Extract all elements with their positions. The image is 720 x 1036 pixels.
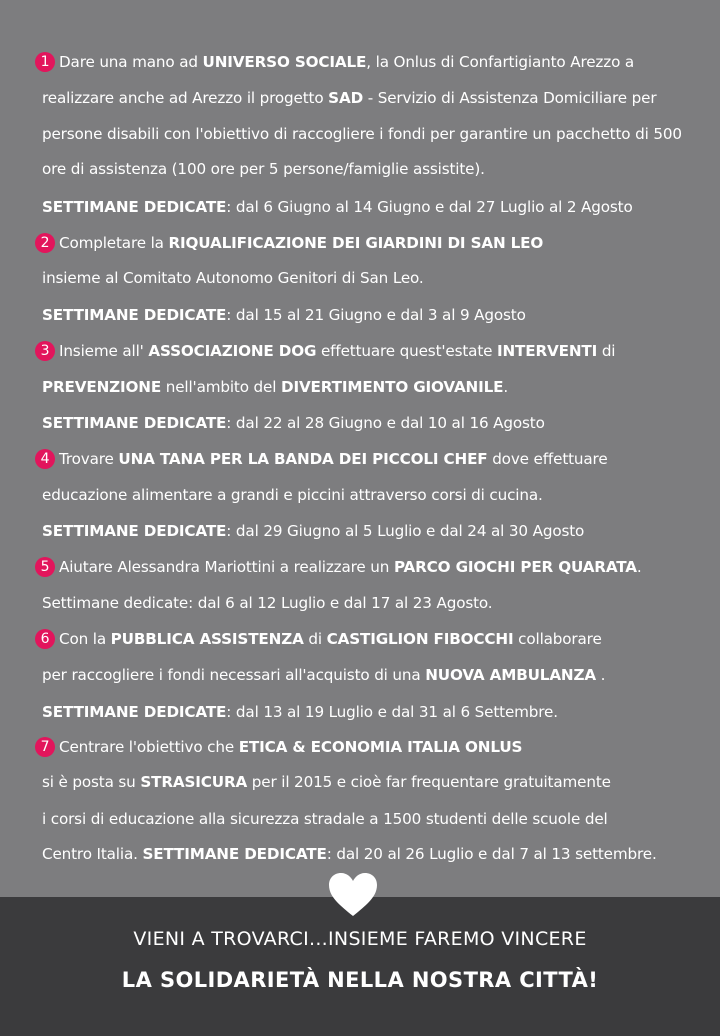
- footer-line-2: LA SOLIDARIETÀ NELLA NOSTRA CITTÀ!: [121, 968, 599, 992]
- item-text: Centrare l'obiettivo che: [59, 738, 239, 756]
- item-highlight: PREVENZIONE: [42, 378, 162, 396]
- item-text: insieme al Comitato Autonomo Genitori di San Leo.: [42, 269, 424, 287]
- item-highlight: UNA TANA PER LA BANDA DEI PICCOLI CHEF: [118, 450, 488, 468]
- item-7-line: [42, 772, 700, 792]
- item-1-line: [42, 124, 700, 144]
- item-text: ore di assistenza (100 ore per 5 persone/famiglie assistite).: [42, 160, 485, 178]
- item-number-badge: 5: [35, 557, 55, 577]
- item-6-line: [42, 629, 700, 649]
- item-text: Centro Italia.: [42, 845, 143, 863]
- item-highlight: CASTIGLION FIBOCCHI: [326, 630, 514, 648]
- item-text: i corsi di educazione alla sicurezza stradale a 1500 studenti delle scuole del: [42, 810, 608, 828]
- item-text: Con la: [59, 630, 111, 648]
- item-text: nell'ambito del: [161, 378, 281, 396]
- item-number-badge: 3: [35, 341, 55, 361]
- item-text: per il 2015 e cioè far frequentare gratuitamente: [247, 773, 611, 791]
- item-highlight: STRASICURA: [140, 773, 248, 791]
- item-text: : dal 29 Giugno al 5 Luglio e dal 24 al 30 Agosto: [226, 522, 585, 540]
- item-text: Aiutare Alessandra Mariottini a realizzare un: [59, 558, 394, 576]
- item-text: Trovare: [59, 450, 119, 468]
- item-text: effettuare quest'estate: [316, 342, 497, 360]
- item-1-line: [42, 52, 700, 72]
- item-highlight: SETTIMANE DEDICATE: [42, 306, 227, 324]
- item-1-line: [42, 159, 700, 179]
- item-text: : dal 22 al 28 Giugno e dal 10 al 16 Agosto: [226, 414, 545, 432]
- item-4-line: [42, 449, 700, 469]
- item-6-line: [42, 702, 700, 722]
- item-text: , la Onlus di Confartigianto Arezzo a: [366, 53, 635, 71]
- item-highlight: DIVERTIMENTO GIOVANILE: [281, 378, 504, 396]
- item-4-line: [42, 485, 700, 505]
- item-number-badge: 7: [35, 737, 55, 757]
- item-2-line: [42, 305, 700, 325]
- heart-icon: [328, 872, 378, 918]
- item-number-badge: 2: [35, 233, 55, 253]
- item-7-line: [42, 737, 700, 757]
- item-text: : dal 13 al 19 Luglio e dal 31 al 6 Settembre.: [226, 703, 558, 721]
- item-text: Insieme all': [59, 342, 149, 360]
- item-4-line: [42, 521, 700, 541]
- item-6-line: [42, 665, 700, 685]
- item-highlight: PUBBLICA ASSISTENZA: [110, 630, 304, 648]
- item-text: si è posta su: [42, 773, 141, 791]
- item-text: realizzare anche ad Arezzo il progetto: [42, 89, 329, 107]
- item-highlight: UNIVERSO SOCIALE: [202, 53, 367, 71]
- item-1-line: [42, 88, 700, 108]
- item-highlight: RIQUALIFICAZIONE DEI GIARDINI DI SAN LEO: [168, 234, 544, 252]
- item-text: .: [636, 558, 642, 576]
- item-highlight: SETTIMANE DEDICATE: [42, 703, 227, 721]
- item-text: Dare una mano ad: [59, 53, 203, 71]
- item-text: - Servizio di Assistenza Domiciliare per: [363, 89, 657, 107]
- item-number-badge: 4: [35, 449, 55, 469]
- item-highlight: SETTIMANE DEDICATE: [42, 522, 227, 540]
- item-text: dove effettuare: [487, 450, 608, 468]
- item-text: : dal 20 al 26 Luglio e dal 7 al 13 settembre.: [326, 845, 657, 863]
- item-highlight: ASSOCIAZIONE DOG: [148, 342, 317, 360]
- item-1-line: [42, 197, 700, 217]
- item-highlight: INTERVENTI: [497, 342, 598, 360]
- item-highlight: SAD: [328, 89, 364, 107]
- footer-line-1: VIENI A TROVARCI...INSIEME FAREMO VINCERE: [133, 928, 587, 950]
- item-text: Completare la: [59, 234, 169, 252]
- item-text: Settimane dedicate: dal 6 al 12 Luglio e dal 17 al 23 Agosto.: [42, 594, 493, 612]
- item-3-line: [42, 413, 700, 433]
- item-text: .: [503, 378, 509, 396]
- item-number-badge: 1: [35, 52, 55, 72]
- item-highlight: PARCO GIOCHI PER QUARATA: [393, 558, 637, 576]
- item-3-line: [42, 377, 700, 397]
- item-text: : dal 15 al 21 Giugno e dal 3 al 9 Agosto: [226, 306, 526, 324]
- item-5-line: [42, 557, 700, 577]
- item-text: di: [303, 630, 327, 648]
- item-text: .: [595, 666, 606, 684]
- item-3-line: [42, 341, 700, 361]
- item-highlight: SETTIMANE DEDICATE: [42, 414, 227, 432]
- item-highlight: SETTIMANE DEDICATE: [42, 198, 227, 216]
- item-text: di: [597, 342, 616, 360]
- item-text: : dal 6 Giugno al 14 Giugno e dal 27 Luglio al 2 Agosto: [226, 198, 633, 216]
- item-text: collaborare: [513, 630, 602, 648]
- item-2-line: [42, 233, 700, 253]
- item-highlight: NUOVA AMBULANZA: [425, 666, 596, 684]
- item-highlight: SETTIMANE DEDICATE: [142, 845, 327, 863]
- item-highlight: ETICA & ECONOMIA ITALIA ONLUS: [238, 738, 523, 756]
- item-text: educazione alimentare a grandi e piccini attraverso corsi di cucina.: [42, 486, 543, 504]
- item-7-line: [42, 809, 700, 829]
- item-text: per raccogliere i fondi necessari all'acquisto di una: [42, 666, 426, 684]
- item-7-line: [42, 844, 700, 864]
- item-number-badge: 6: [35, 629, 55, 649]
- item-5-line: [42, 593, 700, 613]
- item-2-line: [42, 268, 700, 288]
- item-text: persone disabili con l'obiettivo di raccogliere i fondi per garantire un pacchetto di 500: [42, 125, 682, 143]
